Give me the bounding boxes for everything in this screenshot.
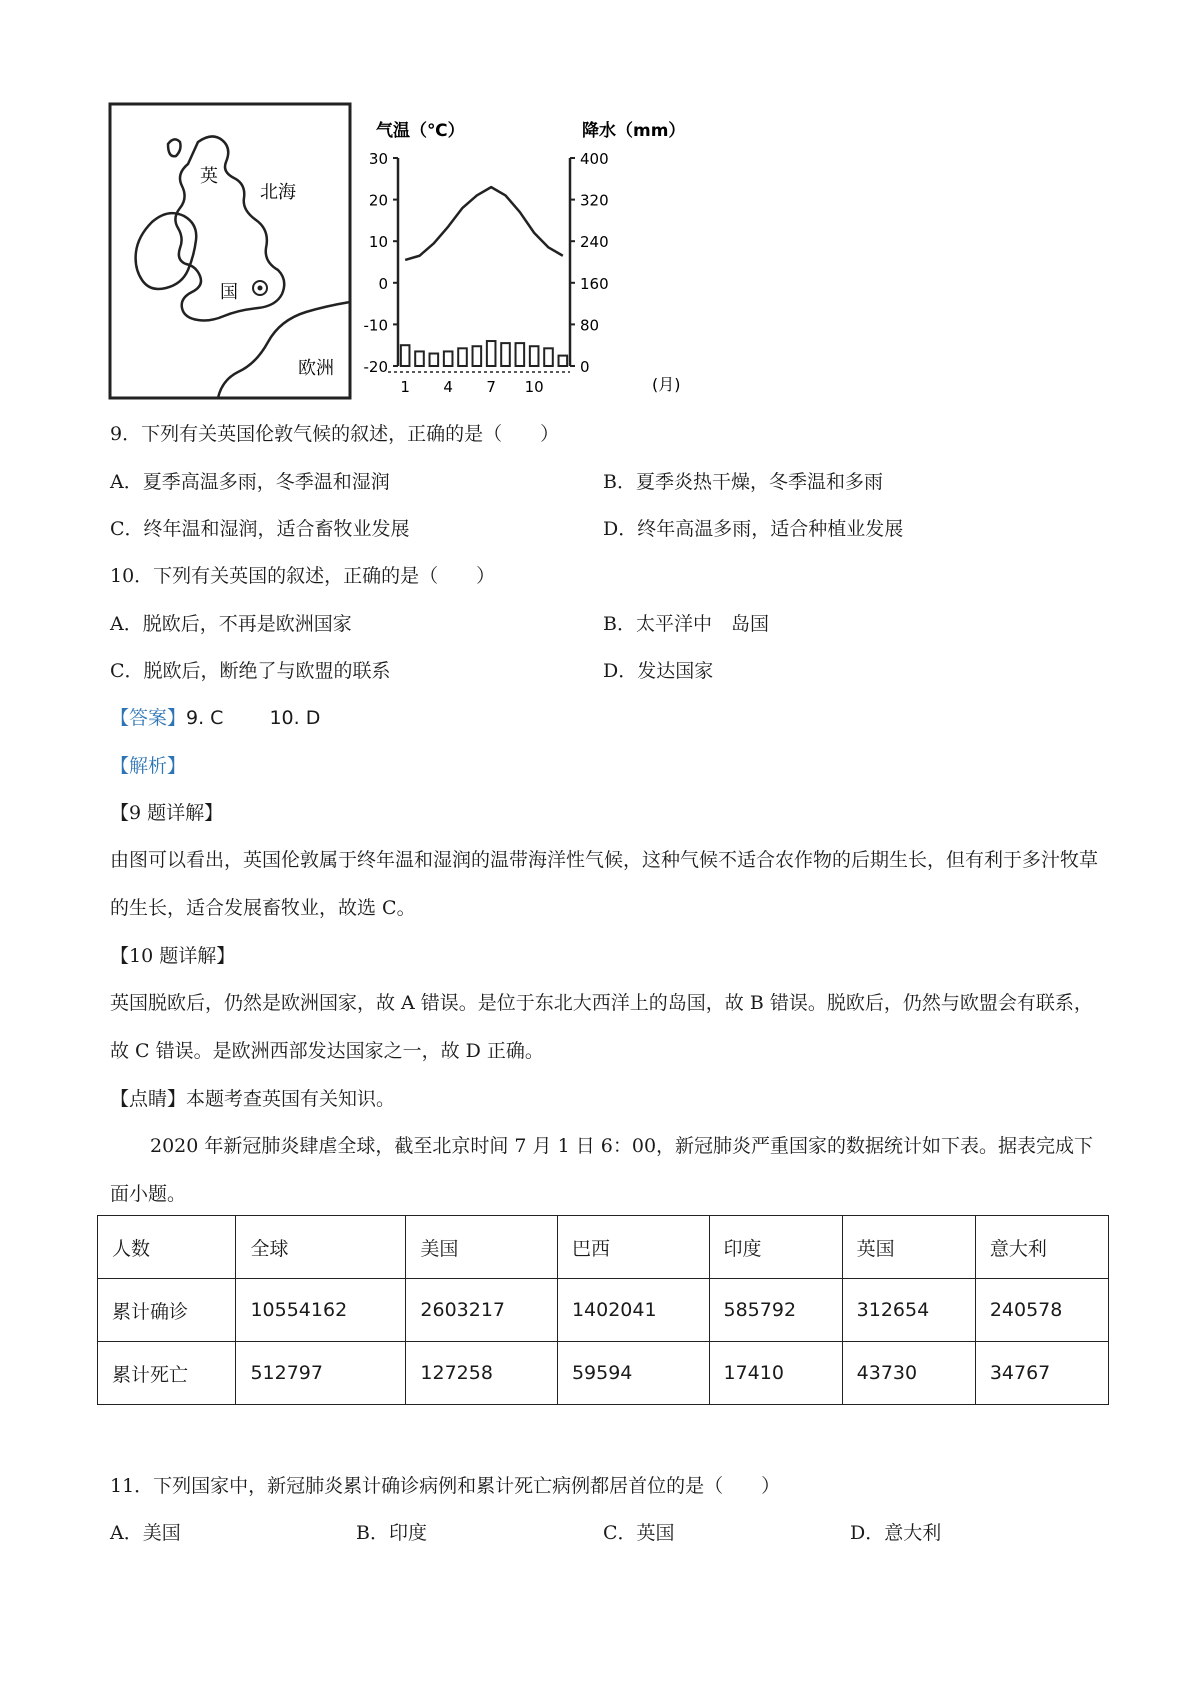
table-cell: 312654	[842, 1279, 975, 1342]
uk-map	[108, 102, 352, 400]
precip-tick-label: 160	[580, 274, 609, 293]
climate-chart	[360, 118, 700, 400]
table-cell: 1402041	[557, 1279, 709, 1342]
q10-detail-text: 英国脱欧后，仍然是欧洲国家，故 A 错误。是位于东北大西洋上的岛国，故 B 错误。脱欧后，仍然与欧盟会有联系，故 C 错误。是欧洲西部发达国家之一，故 D 正确。	[110, 992, 1093, 1062]
answer-q9: 9. C	[186, 707, 224, 729]
precipitation-bar	[516, 343, 525, 366]
q11-option-b: B．印度	[356, 1522, 427, 1544]
table-header-cell: 英国	[842, 1216, 975, 1279]
precipitation-bar	[501, 343, 510, 366]
q10-option-d: D．发达国家	[603, 660, 714, 682]
table-row	[98, 1279, 1109, 1342]
map-label-beihai: 北海	[260, 182, 296, 203]
temperature-line	[405, 187, 563, 260]
table-header-cell: 巴西	[557, 1216, 709, 1279]
q10-detail-title: 【10 题详解】	[110, 945, 236, 967]
table-header-cell: 人数	[98, 1216, 236, 1279]
table-header-row	[98, 1216, 1109, 1279]
temperature-curve	[405, 187, 563, 260]
table-cell: 17410	[709, 1342, 842, 1405]
precip-tick-label: 320	[580, 191, 609, 210]
map-label-guo: 国	[220, 282, 238, 303]
temp-tick-label: 10	[368, 233, 388, 252]
precipitation-bar	[473, 346, 482, 366]
temp-tick-label: -20	[363, 358, 388, 376]
x-unit-label: (月)	[652, 375, 681, 394]
temp-tick-label: -10	[363, 316, 388, 335]
table-header-cell: 意大利	[975, 1216, 1108, 1279]
answer-line	[110, 706, 320, 730]
month-tick-label: 1	[400, 378, 410, 396]
precipitation-bar	[415, 351, 424, 366]
temp-tick-label: 20	[368, 191, 388, 210]
q9-detail-title: 【9 题详解】	[110, 802, 224, 824]
table-intro: 2020 年新冠肺炎肆虐全球，截至北京时间 7 月 1 日 6：00，新冠肺炎严重国家的数据统计如下表。据表完成下面小题。	[110, 1135, 1094, 1205]
precipitation-bars	[401, 341, 567, 366]
precip-tick-label: 80	[580, 316, 600, 335]
month-tick-label: 10	[524, 378, 544, 396]
q11-option-c: C．英国	[603, 1522, 675, 1544]
table-cell: 127258	[406, 1342, 558, 1405]
precip-tick-label: 400	[580, 150, 609, 168]
temp-tick-label: 0	[378, 274, 388, 293]
precipitation-bar	[544, 348, 553, 366]
precip-axis-label: 降水（mm）	[582, 121, 686, 141]
table-cell: 累计确诊	[98, 1279, 236, 1342]
precipitation-bar	[458, 348, 467, 366]
precipitation-bar	[401, 345, 410, 366]
q9-option-b: B．夏季炎热干燥，冬季温和多雨	[603, 471, 883, 493]
temp-axis-label: 气温（℃）	[376, 121, 465, 141]
answer-label: 【答案】	[110, 707, 187, 729]
table-row	[98, 1342, 1109, 1405]
table-cell: 240578	[975, 1279, 1108, 1342]
covid-data-table	[97, 1215, 1109, 1405]
precipitation-bar	[530, 346, 539, 366]
table-header-cell: 全球	[236, 1216, 406, 1279]
table-cell: 34767	[975, 1342, 1108, 1405]
q9-option-a: A．夏季高温多雨，冬季温和湿润	[110, 471, 390, 493]
map-label-ouzhou: 欧洲	[298, 358, 334, 379]
temp-tick-label: 30	[368, 150, 388, 168]
answer-q10: 10. D	[269, 707, 321, 729]
q9-option-c: C．终年温和湿润，适合畜牧业发展	[110, 518, 410, 540]
q9-stem: 9．下列有关英国伦敦气候的叙述，正确的是（ ）	[110, 423, 560, 445]
table-cell: 2603217	[406, 1279, 558, 1342]
precipitation-bar	[444, 351, 453, 366]
analysis-label: 【解析】	[110, 755, 187, 777]
precipitation-bar	[559, 356, 568, 366]
q10-option-c: C．脱欧后，断绝了与欧盟的联系	[110, 660, 391, 682]
chart-axes	[388, 158, 575, 372]
q10-stem: 10．下列有关英国的叙述，正确的是（ ）	[110, 565, 496, 587]
table-cell: 585792	[709, 1279, 842, 1342]
map-label-ying: 英	[200, 166, 218, 187]
q9-detail-text: 由图可以看出，英国伦敦属于终年温和湿润的温带海洋性气候，这种气候不适合农作物的后期生长，但有利于多汁牧草的生长，适合发展畜牧业，故选 C。	[110, 849, 1099, 919]
table-header-cell: 美国	[406, 1216, 558, 1279]
q10-option-b: B．太平洋中 岛国	[603, 613, 769, 635]
table-cell: 43730	[842, 1342, 975, 1405]
point-note: 【点睛】本题考查英国有关知识。	[110, 1088, 396, 1110]
precipitation-bar	[430, 354, 439, 366]
table-cell: 59594	[557, 1342, 709, 1405]
table-cell: 10554162	[236, 1279, 406, 1342]
q11-option-d: D．意大利	[850, 1522, 942, 1544]
table-header-cell: 印度	[709, 1216, 842, 1279]
table-cell: 512797	[236, 1342, 406, 1405]
q9-option-d: D．终年高温多雨，适合种植业发展	[603, 518, 904, 540]
month-tick-label: 4	[443, 378, 453, 396]
precip-tick-label: 240	[580, 233, 609, 252]
month-tick-label: 7	[486, 378, 496, 396]
precipitation-bar	[487, 341, 496, 366]
precip-tick-label: 0	[580, 358, 590, 376]
q11-stem: 11．下列国家中，新冠肺炎累计确诊病例和累计死亡病例都居首位的是（ ）	[110, 1475, 781, 1497]
q10-option-a: A．脱欧后，不再是欧洲国家	[110, 613, 352, 635]
table-cell: 累计死亡	[98, 1342, 236, 1405]
q11-option-a: A．美国	[110, 1522, 181, 1544]
